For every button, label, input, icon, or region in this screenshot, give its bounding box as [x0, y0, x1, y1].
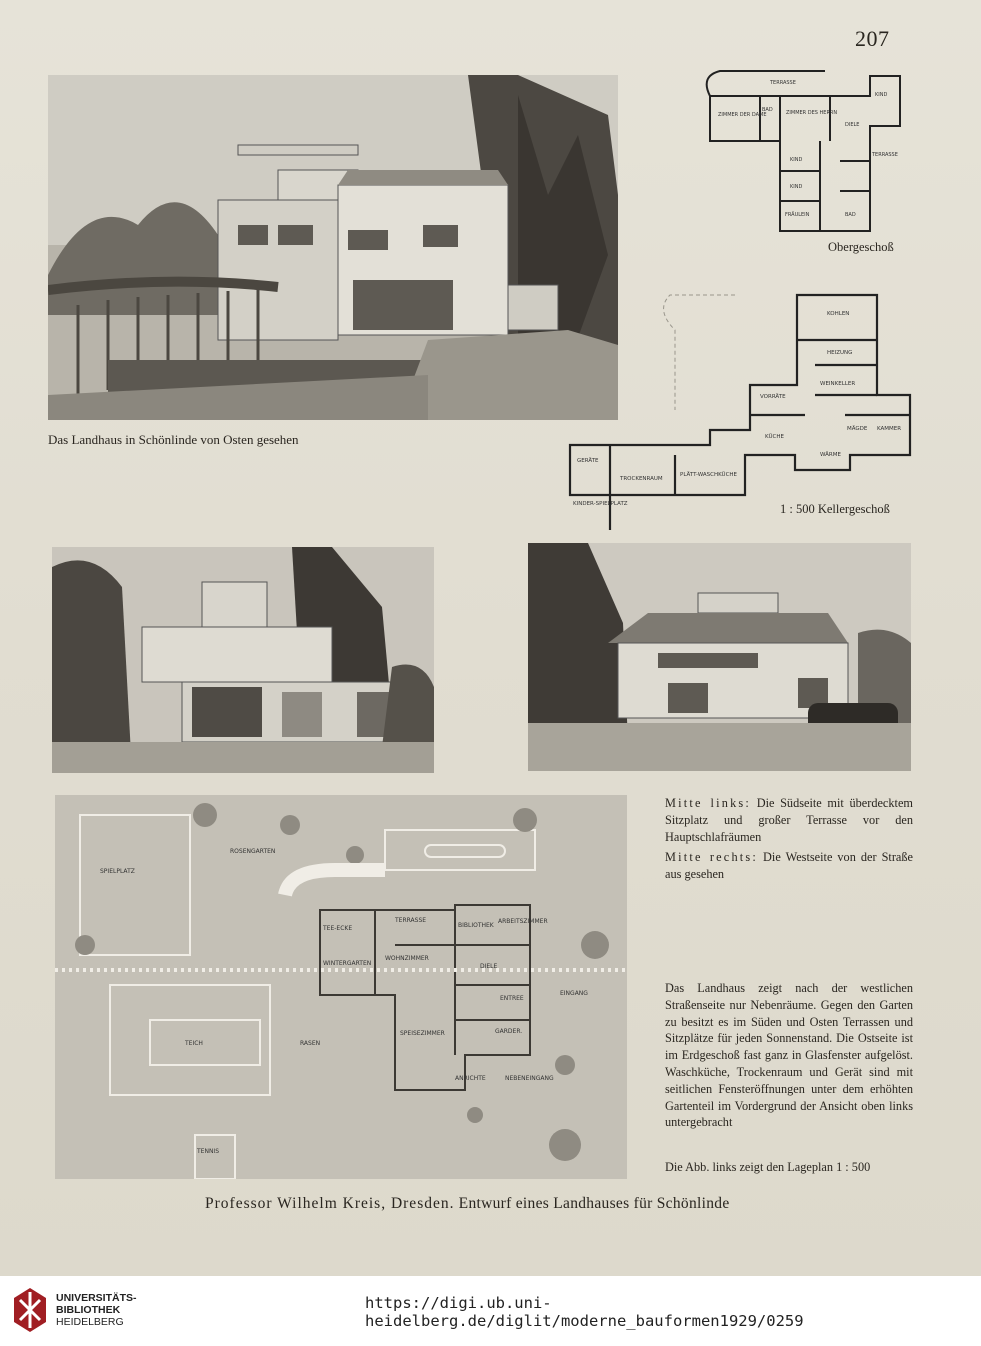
- basement-room-label: KOHLEN: [827, 311, 850, 317]
- south-view-caption: [665, 795, 913, 845]
- document-url-link[interactable]: https://digi.ub.uni-heidelberg.de/diglit/moderne_bauformen1929/0259: [365, 1294, 804, 1330]
- upper-plan-room-label: KIND: [790, 157, 803, 163]
- upper-plan-room-label: TERRASSE: [770, 80, 796, 86]
- site-plan-label: TEICH: [185, 1040, 203, 1047]
- west-view-illustration: [528, 543, 911, 771]
- site-plan-label: ROSENGARTEN: [230, 848, 276, 855]
- upper-plan-room-label: ZIMMER DES HERRN: [786, 110, 838, 116]
- west-view-caption: [665, 849, 913, 883]
- site-plan-drawing: [55, 795, 627, 1179]
- basement-scale: 1 : 500: [780, 502, 815, 516]
- site-plan-label: TEE-ECKE: [323, 925, 353, 932]
- caption-label-right: Mitte rechts:: [665, 850, 759, 865]
- library-logo-icon: [12, 1286, 48, 1334]
- site-plan-label: GARDER.: [495, 1028, 523, 1035]
- footer-bar: [0, 1276, 981, 1346]
- site-plan-label: NEBENEINGANG: [505, 1075, 554, 1082]
- east-view-caption: Das Landhaus in Schönlinde von Osten gesehen: [48, 432, 299, 447]
- upper-plan-room-label: DIELE: [845, 122, 860, 128]
- library-line-3: HEIDELBERG: [56, 1316, 124, 1328]
- caption-text-left: Die Südseite mit überdecktem Sitzplatz und großer Terrasse vor den Hauptschlafräumen: [665, 796, 913, 844]
- upper-floor-label: Obergeschoß: [828, 240, 894, 254]
- caption-author: Professor Wilhelm Kreis, Dresden.: [205, 1195, 455, 1212]
- basement-room-label: KAMMER: [877, 426, 902, 432]
- upper-floor-plan: [700, 66, 910, 236]
- middle-captions: [665, 795, 913, 883]
- site-plan-label: SPIELPLATZ: [100, 868, 135, 875]
- basement-room-label: HEIZUNG: [827, 350, 853, 356]
- south-view-illustration: [52, 547, 434, 773]
- basement-room-label: KÜCHE: [765, 434, 784, 440]
- basement-room-label: WEINKELLER: [820, 381, 856, 387]
- upper-plan-room-label: FRÄULEIN: [785, 212, 810, 218]
- caption-title: Entwurf eines Landhauses für Schönlinde: [458, 1195, 730, 1212]
- basement-room-label: PLÄTT-WASCHKÜCHE: [680, 472, 738, 478]
- site-plan-label: WOHNZIMMER: [385, 955, 429, 962]
- site-plan-label: ARBEITSZIMMER: [498, 918, 548, 925]
- upper-plan-room-label: BAD: [845, 212, 856, 218]
- site-plan-label: RASEN: [300, 1040, 321, 1047]
- page-caption: [205, 1195, 730, 1213]
- site-plan-label: WINTERGARTEN: [323, 960, 372, 967]
- upper-plan-room-label: KIND: [875, 92, 888, 98]
- basement-label: [780, 502, 890, 517]
- description-text: Das Landhaus zeigt nach der westlichen Straßenseite nur Nebenräume. Gegen den Garten zu besitzt es im Süden und Osten Terrassen und Sitzplätze für jeden Sonnenstand. Die Ostseite ist im Erdgeschoß fast ganz in Glasfenster aufgelöst. Waschküche, Trockenraum und Gerät sind mit seitlichen Fensteröffnungen unter dem erhöhten Gartenteil im Vordergrund der Ansicht oben links untergebracht: [665, 981, 913, 1130]
- upper-plan-room-label: ZIMMER DER DAME: [718, 112, 767, 118]
- caption-label-left: Mitte links:: [665, 796, 752, 810]
- upper-plan-room-label: KIND: [790, 184, 803, 190]
- east-view-illustration: [48, 75, 618, 420]
- site-plan-label: SPEISEZIMMER: [400, 1030, 445, 1037]
- upper-plan-room-label: BAD: [762, 107, 773, 113]
- basement-floor-plan: [565, 290, 915, 530]
- basement-room-label: MÄGDE: [847, 426, 868, 432]
- library-name: [56, 1292, 137, 1328]
- basement-room-label: KINDER-SPIELPLATZ: [573, 501, 628, 507]
- upper-plan-room-label: TERRASSE: [872, 152, 898, 158]
- site-plan-note: Die Abb. links zeigt den Lageplan 1 : 500: [665, 1160, 871, 1174]
- site-plan-label: TERRASSE: [395, 917, 427, 924]
- site-plan-label: ENTREE: [500, 995, 524, 1002]
- basement-room-label: WÄRME: [820, 452, 841, 458]
- page-number: 207: [855, 26, 890, 51]
- basement-room-label: VORRÄTE: [760, 394, 786, 400]
- library-line-1: UNIVERSITÄTS-: [56, 1292, 137, 1304]
- site-plan-label: EINGANG: [560, 990, 588, 997]
- basement-room-label: TROCKENRAUM: [620, 476, 663, 482]
- site-plan-label: DIELE: [480, 963, 498, 970]
- site-plan-label: BIBLIOTHEK: [458, 922, 494, 929]
- basement-room-label: GERÄTE: [577, 458, 599, 464]
- basement-title: Kellergeschoß: [817, 502, 890, 516]
- site-plan-label: TENNIS: [197, 1148, 220, 1155]
- caption-text-right: Die Westseite von der Straße aus gesehen: [665, 850, 913, 882]
- site-plan-label: ANRICHTE: [455, 1075, 486, 1082]
- library-line-2: BIBLIOTHEK: [56, 1304, 121, 1316]
